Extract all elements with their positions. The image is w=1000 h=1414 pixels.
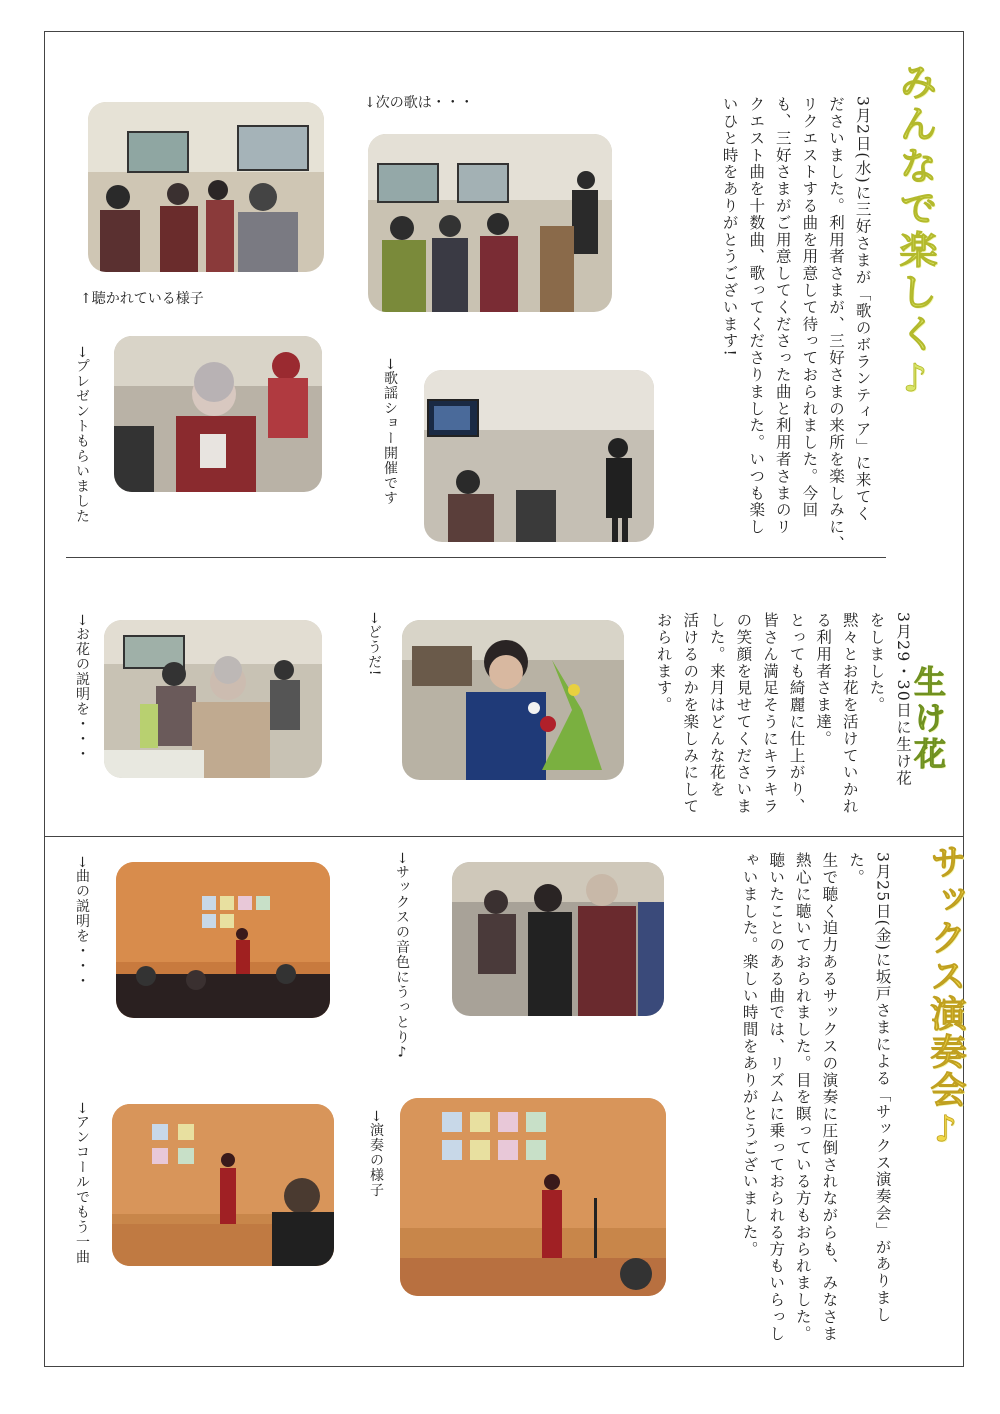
caption-listening: ↑聴かれている様子 xyxy=(80,291,204,307)
photo-encore xyxy=(112,1104,334,1266)
section-title-ikebana: 生け花 xyxy=(909,665,947,773)
photo-present-received xyxy=(114,336,322,492)
caption-performance: →演奏の様子 xyxy=(368,1110,384,1198)
caption-sax-tone: →サックスの音色にうっとり♪ xyxy=(394,852,410,1062)
photo-flower-arrangement xyxy=(402,620,624,780)
photo-song-explanation xyxy=(116,862,330,1018)
section-title-sax-concert: サックス演奏会♪ xyxy=(925,843,966,1152)
section-body-everyone: 3月2日(水)に三好さまが「歌のボランティア」に来てく ださいました。利用者さまが、三好さまの来所を楽しみに、 リクエストする曲を用意して待っておられました。今回 も、三好さまがご用意してくださった曲と利用者さまのリ クエスト曲を十数曲、歌ってくださりました。いつも楽し いひと時をありがとうございます! xyxy=(720,96,872,553)
photo-audience-listening xyxy=(88,102,324,272)
photo-performance xyxy=(400,1098,666,1296)
caption-present: →プレゼントもらいました xyxy=(74,346,90,524)
caption-flower-explain: →お花の説明を・・・ xyxy=(74,614,90,762)
caption-song-explain: →曲の説明を・・・ xyxy=(74,856,90,989)
section-body-sax-concert: 3月25日(金)に坂戸さまによる「サックス演奏会」がありまし た。 生で聴く迫力あるサックスの演奏に圧倒されながらも、みなさま 熱心に聴いておられました。目を瞑っている方もおられました。 聴いたことのある曲では、リズムに乗っておられる方もいらっし ゃいました。楽しい時間をありがとうございました。 xyxy=(740,852,892,1343)
photo-flower-explanation xyxy=(104,620,322,778)
section-divider xyxy=(66,557,886,558)
section-body-ikebana: 3月29・30日に生け花 をしました。 黙々とお花を活けていかれ る利用者さま達。 とっても綺麗に仕上がり、 皆さん満足そうにキラキラ の笑顔を見せてくださいま した。来月はどんな花を 活けるのかを楽しみにして おられます。 xyxy=(654,612,912,815)
photo-singing-volunteer xyxy=(368,134,612,312)
section-title-everyone: みんなで楽しく♪ xyxy=(893,62,937,404)
section-divider xyxy=(44,836,964,837)
caption-how-is-it: →どうだ! xyxy=(366,612,382,677)
photo-listening-sax xyxy=(452,862,664,1016)
caption-show: →歌謡ショー開催です xyxy=(382,358,398,506)
photo-song-show xyxy=(424,370,654,542)
caption-encore: →アンコールでもう一曲 xyxy=(74,1102,90,1265)
caption-next-song: ↓次の歌は・・・ xyxy=(364,95,474,111)
